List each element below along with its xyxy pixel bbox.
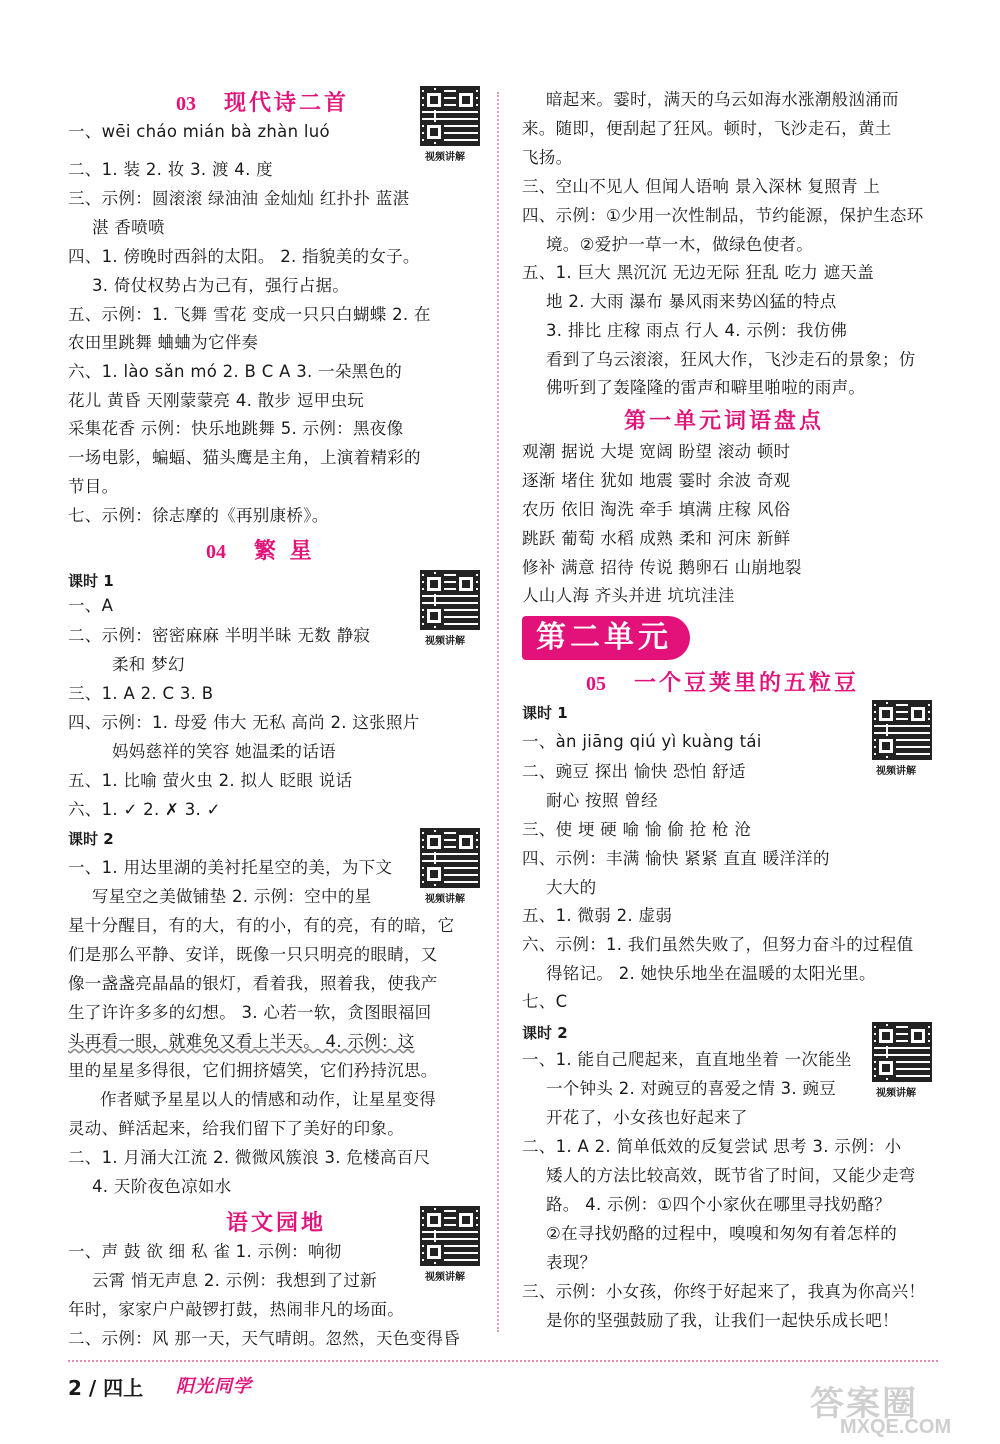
answer-line: 三、示例：小女孩，你终于好起来了，我真为你高兴！ xyxy=(522,1282,926,1301)
lesson-number: 05 xyxy=(586,673,606,695)
answer-line: 作者赋予星星以人的情感和动作，让星星变得 xyxy=(100,1090,436,1109)
answer-line: 二、示例：密密麻麻 半明半昧 无数 静寂 xyxy=(68,626,371,645)
answer-line: 像一盏盏亮晶晶的银灯，看着我，照着我，使我产 xyxy=(68,974,438,993)
answer-line: 六、1. ✓ 2. ✗ 3. ✓ xyxy=(68,800,221,819)
answer-line: 五、1. 比喻 萤火虫 2. 拟人 眨眼 说话 xyxy=(68,771,353,790)
answer-line: 一、wēi cháo mián bà zhàn luó xyxy=(68,122,330,141)
answer-line: 五、示例：1. 飞舞 雪花 变成一只只白蝴蝶 2. 在 xyxy=(68,305,431,324)
vocab-line: 农历 依旧 淘洗 牵手 填满 庄稼 风俗 xyxy=(522,500,791,519)
vocab-line: 观潮 据说 大堤 宽阔 盼望 滚动 顿时 xyxy=(522,442,791,461)
qr-caption: 视频讲解 xyxy=(425,152,465,163)
qr-caption: 视频讲解 xyxy=(876,1088,916,1099)
answer-line: 二、1. 装 2. 妆 3. 渡 4. 度 xyxy=(68,160,273,179)
qr-caption: 视频讲解 xyxy=(425,894,465,905)
answer-line: 来。随即，便刮起了狂风。顿时，飞沙走石，黄土 xyxy=(522,119,892,138)
answer-line: 柔和 梦幻 xyxy=(112,655,185,674)
answer-line: 头再看一眼，就难免又看上半天。 4. 示例：这 xyxy=(68,1032,415,1051)
brand-logo: 阳光同学 xyxy=(176,1376,252,1397)
answer-line: 三、示例：圆滚滚 绿油油 金灿灿 红扑扑 蓝湛 xyxy=(68,189,410,208)
answer-line: 飞扬。 xyxy=(522,148,573,167)
answer-line: 灵动、鲜活起来，给我们留下了美好的印象。 xyxy=(68,1119,404,1138)
answer-line: 们是那么平静、安详，既像一只只明亮的眼睛，又 xyxy=(68,945,438,964)
answer-line: 三、1. A 2. C 3. B xyxy=(68,684,214,703)
answer-line: 星十分醒目，有的大，有的小，有的亮，有的暗，它 xyxy=(68,916,455,935)
answer-line: 一、声 鼓 欲 细 私 雀 1. 示例：响彻 xyxy=(68,1242,342,1261)
vocab-line: 修补 满意 招待 传说 鹅卵石 山崩地裂 xyxy=(522,558,802,577)
qr-caption: 视频讲解 xyxy=(876,766,916,777)
qr-code-icon[interactable] xyxy=(420,86,480,146)
answer-line: 地 2. 大雨 瀑布 暴风雨来势凶猛的特点 xyxy=(546,292,837,311)
answer-line: 一个钟头 2. 对豌豆的喜爱之情 3. 豌豆 xyxy=(546,1079,837,1098)
qr-code-icon[interactable] xyxy=(420,828,480,888)
watermark-url: MXQE.COM xyxy=(840,1416,952,1438)
answer-line: 五、1. 微弱 2. 虚弱 xyxy=(522,906,673,925)
period-2-label: 课时 2 xyxy=(522,1024,568,1042)
period-1-label: 课时 1 xyxy=(68,572,114,590)
answer-line: 开花了，小女孩也好起来了 xyxy=(546,1108,748,1127)
period-2-label: 课时 2 xyxy=(68,830,114,848)
lesson-number: 04 xyxy=(206,541,226,563)
answer-line: 生了许许多多的幻想。 3. 心若一软，贪图眼福回 xyxy=(68,1003,432,1022)
answer-line: 四、示例：①少用一次性制品，节约能源，保护生态环 xyxy=(522,206,924,225)
watermark: 答案圈 xyxy=(810,1384,918,1424)
vocab-line: 人山人海 齐头并进 坑坑洼洼 xyxy=(522,586,735,605)
answer-line: 大大的 xyxy=(546,878,597,897)
answer-line: 得铭记。 2. 她快乐地坐在温暖的太阳光里。 xyxy=(546,964,876,983)
footer-divider xyxy=(68,1360,938,1362)
column-divider xyxy=(497,92,499,1332)
answer-line: 三、使 埂 硬 喻 愉 偷 抢 枪 沧 xyxy=(522,820,752,839)
vocab-line: 跳跃 葡萄 水稻 成熟 柔和 河床 新鲜 xyxy=(522,529,791,548)
qr-caption: 视频讲解 xyxy=(425,1272,465,1283)
answer-line: 花儿 黄昏 天刚蒙蒙亮 4. 散步 逗甲虫玩 xyxy=(68,391,365,410)
answer-line: 五、1. 巨大 黑沉沉 无边无际 狂乱 吃力 遮天盖 xyxy=(522,263,875,282)
answer-line: 是你的坚强鼓励了我，让我们一起快乐成长吧！ xyxy=(546,1311,899,1330)
answer-line: 四、1. 傍晚时西斜的太阳。 2. 指貌美的女子。 xyxy=(68,247,420,266)
lesson-name: 繁 星 xyxy=(254,539,315,564)
answer-line: ②在寻找奶酪的过程中，嗅嗅和匆匆有着怎样的 xyxy=(546,1224,898,1243)
answer-line: 表现？ xyxy=(546,1253,597,1272)
answer-line: 云霄 悄无声息 2. 示例：我想到了过新 xyxy=(92,1271,377,1290)
answer-line: 二、示例：风 那一天，天气晴朗。忽然，天色变得昏 xyxy=(68,1329,460,1348)
answer-line: 农田里跳舞 蛐蛐为它伴奏 xyxy=(68,333,259,352)
answer-line: 4. 天阶夜色凉如水 xyxy=(92,1177,232,1196)
answer-line: 二、1. A 2. 简单低效的反复尝试 思考 3. 示例：小 xyxy=(522,1137,902,1156)
answer-line: 写星空之美做铺垫 2. 示例：空中的星 xyxy=(92,887,372,906)
answer-line: 七、示例：徐志摩的《再别康桥》。 xyxy=(68,506,329,525)
page-number: 2 / 四上 xyxy=(68,1376,144,1400)
answer-line: 二、豌豆 探出 愉快 恐怕 舒适 xyxy=(522,762,746,781)
answer-line: 3. 倚仗权势占为己有，强行占据。 xyxy=(92,276,350,295)
answer-line: 三、空山不见人 但闻人语响 景入深林 复照青 上 xyxy=(522,177,881,196)
answer-line: 四、示例：丰满 愉快 紧紧 直直 暖洋洋的 xyxy=(522,849,830,868)
answer-line: 湛 香喷喷 xyxy=(92,218,165,237)
qr-code-icon[interactable] xyxy=(872,700,932,760)
lesson-04-title xyxy=(206,534,315,565)
qr-caption: 视频讲解 xyxy=(425,636,465,647)
yuwen-yuandi-title: 语文园地 xyxy=(226,1211,327,1236)
unit-2-banner: 第二单元 xyxy=(522,616,690,660)
lesson-number: 03 xyxy=(176,93,196,115)
qr-code-icon[interactable] xyxy=(872,1022,932,1082)
answer-line: 六、1. lào sǎn mó 2. B C A 3. 一朵黑色的 xyxy=(68,362,403,381)
period-1-label: 课时 1 xyxy=(522,704,568,722)
qr-code-icon[interactable] xyxy=(420,1206,480,1266)
answer-line: 节目。 xyxy=(68,477,119,496)
answer-line: 二、1. 月涌大江流 2. 微微风簇浪 3. 危楼高百尺 xyxy=(68,1148,431,1167)
answer-line: 耐心 按照 曾经 xyxy=(546,791,658,810)
answer-line: 妈妈慈祥的笑容 她温柔的话语 xyxy=(112,742,336,761)
answer-line: 采集花香 示例：快乐地跳舞 5. 示例：黑夜像 xyxy=(68,419,404,438)
answer-line: 六、示例：1. 我们虽然失败了，但努力奋斗的过程值 xyxy=(522,935,914,954)
answer-line: 境。②爱护一草一木，做绿色使者。 xyxy=(546,235,814,254)
answer-line: 七、C xyxy=(522,992,568,1011)
lesson-03-title xyxy=(176,86,349,117)
answer-line: 看到了乌云滚滚，狂风大作，飞沙走石的景象；仿 xyxy=(546,350,916,369)
lesson-05-title xyxy=(586,666,859,697)
answer-line: 一、àn jiāng qiú yì kuàng tái xyxy=(522,732,762,751)
answer-line: 里的星星多得很，它们拥挤嬉笑，它们矜持沉思。 xyxy=(68,1061,438,1080)
vocab-line: 逐渐 堵住 犹如 地震 霎时 余波 奇观 xyxy=(522,471,791,490)
answer-line: 一、1. 能自己爬起来，直直地坐着 一次能坐 xyxy=(522,1050,852,1069)
answer-line: 矮人的方法比较高效，既节省了时间，又能少走弯 xyxy=(546,1166,916,1185)
qr-code-icon[interactable] xyxy=(420,570,480,630)
lesson-name: 现代诗二首 xyxy=(224,91,350,116)
answer-line: 一场电影，蝙蝠、猫头鹰是主角，上演着精彩的 xyxy=(68,448,421,467)
lesson-name: 一个豆荚里的五粒豆 xyxy=(634,671,860,696)
answer-line: 佛听到了轰隆隆的雷声和噼里啪啦的雨声。 xyxy=(546,378,866,397)
answer-line: 一、A xyxy=(68,596,114,615)
answer-line: 暗起来。霎时，满天的乌云如海水涨潮般汹涌而 xyxy=(546,90,899,109)
unit-1-vocab-title: 第一单元词语盘点 xyxy=(624,409,825,434)
answer-line: 四、示例：1. 母爱 伟大 无私 高尚 2. 这张照片 xyxy=(68,713,420,732)
answer-line: 一、1. 用达里湖的美衬托星空的美，为下文 xyxy=(68,858,393,877)
answer-line: 路。 4. 示例：①四个小家伙在哪里寻找奶酪？ xyxy=(546,1195,891,1214)
answer-line: 年时，家家户户敲锣打鼓，热闹非凡的场面。 xyxy=(68,1300,404,1319)
answer-line: 3. 排比 庄稼 雨点 行人 4. 示例：我仿佛 xyxy=(546,321,848,340)
